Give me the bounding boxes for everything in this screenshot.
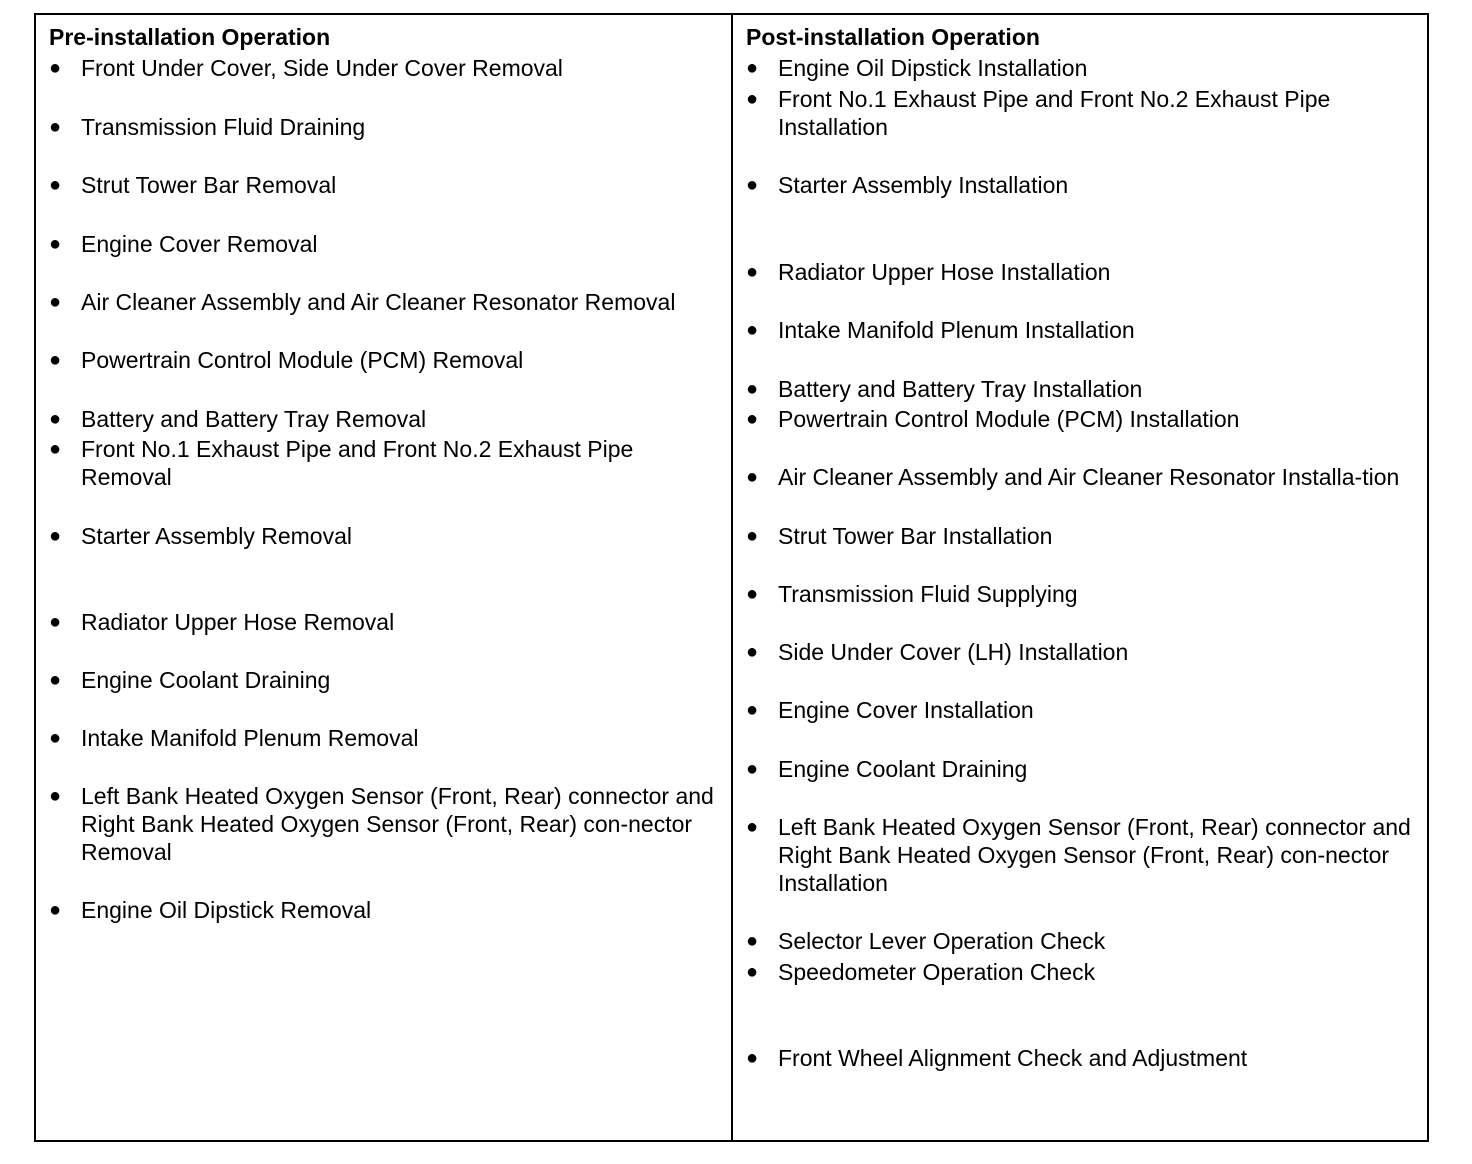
bullet-icon: ●	[49, 727, 62, 749]
post-installation-column: Post-installation Operation ● Engine Oil Dipstick Installation ● Front No.1 Exhaust Pipe and Front No.2 Exhaust Pipe Installation ● Starter Assembly Installation ● Radiator Upper Hose Installation ● Intake Manifold Plenum Installation ● Battery and Battery Tray Installation ● Powertrain Control Module (PCM) Installation ● Air Cleaner Assembly and Air Cleaner Resonator Installa-tion ● Strut Tower Bar Installation ● Transmission Fluid Supplying ● Side Under Cover (LH) Installation ● Engine Cover Installation ● Engine Coolant Draining ● Left Bank Heated Oxygen Sensor (Front, Rear) connector and Right Bank Heated Oxygen Sensor (Front, Rear) con-nector Installation ● Selector Lever Operation Check ● Speedometer Operation Check ● Front Wheel Alignment Check and Adjustment	[746, 24, 1411, 1071]
bullet-icon: ●	[49, 291, 62, 313]
bullet-icon: ●	[746, 319, 759, 341]
bullet-icon: ●	[746, 930, 759, 952]
bullet-icon: ●	[746, 408, 759, 430]
bullet-icon: ●	[746, 961, 759, 983]
bullet-icon: ●	[49, 669, 62, 691]
bullet-icon: ●	[49, 174, 62, 196]
bullet-icon: ●	[49, 57, 62, 79]
bullet-icon: ●	[746, 641, 759, 663]
post-installation-heading: Post-installation Operation	[746, 24, 1040, 50]
bullet-icon: ●	[746, 583, 759, 605]
bullet-icon: ●	[49, 438, 62, 460]
bullet-icon: ●	[746, 261, 759, 283]
bullet-icon: ●	[49, 611, 62, 633]
bullet-icon: ●	[49, 785, 62, 807]
bullet-icon: ●	[49, 899, 62, 921]
bullet-icon: ●	[746, 816, 759, 838]
bullet-icon: ●	[49, 233, 62, 255]
bullet-icon: ●	[746, 174, 759, 196]
bullet-icon: ●	[746, 378, 759, 400]
bullet-icon: ●	[746, 758, 759, 780]
bullet-icon: ●	[746, 466, 759, 488]
bullet-icon: ●	[746, 525, 759, 547]
operations-table	[34, 13, 1429, 1142]
bullet-icon: ●	[49, 525, 62, 547]
bullet-icon: ●	[746, 699, 759, 721]
bullet-icon: ●	[49, 408, 62, 430]
bullet-icon: ●	[746, 1047, 759, 1069]
pre-installation-column: Pre-installation Operation ● Front Under Cover, Side Under Cover Removal ● Transmission Fluid Draining ● Strut Tower Bar Removal ● Engine Cover Removal ● Air Cleaner Assembly and Air Cleaner Resonator Removal ● Powertrain Control Module (PCM) Removal ● Battery and Battery Tray Removal ● Front No.1 Exhaust Pipe and Front No.2 Exhaust Pipe Removal ● Starter Assembly Removal ● Radiator Upper Hose Removal ● Engine Coolant Draining ● Intake Manifold Plenum Removal ● Left Bank Heated Oxygen Sensor (Front, Rear) connector and Right Bank Heated Oxygen Sensor (Front, Rear) con-nector Removal ● Engine Oil Dipstick Removal	[49, 24, 714, 923]
bullet-icon: ●	[746, 57, 759, 79]
bullet-icon: ●	[49, 116, 62, 138]
bullet-icon: ●	[746, 88, 759, 110]
pre-installation-heading: Pre-installation Operation	[49, 24, 331, 50]
bullet-icon: ●	[49, 349, 62, 371]
